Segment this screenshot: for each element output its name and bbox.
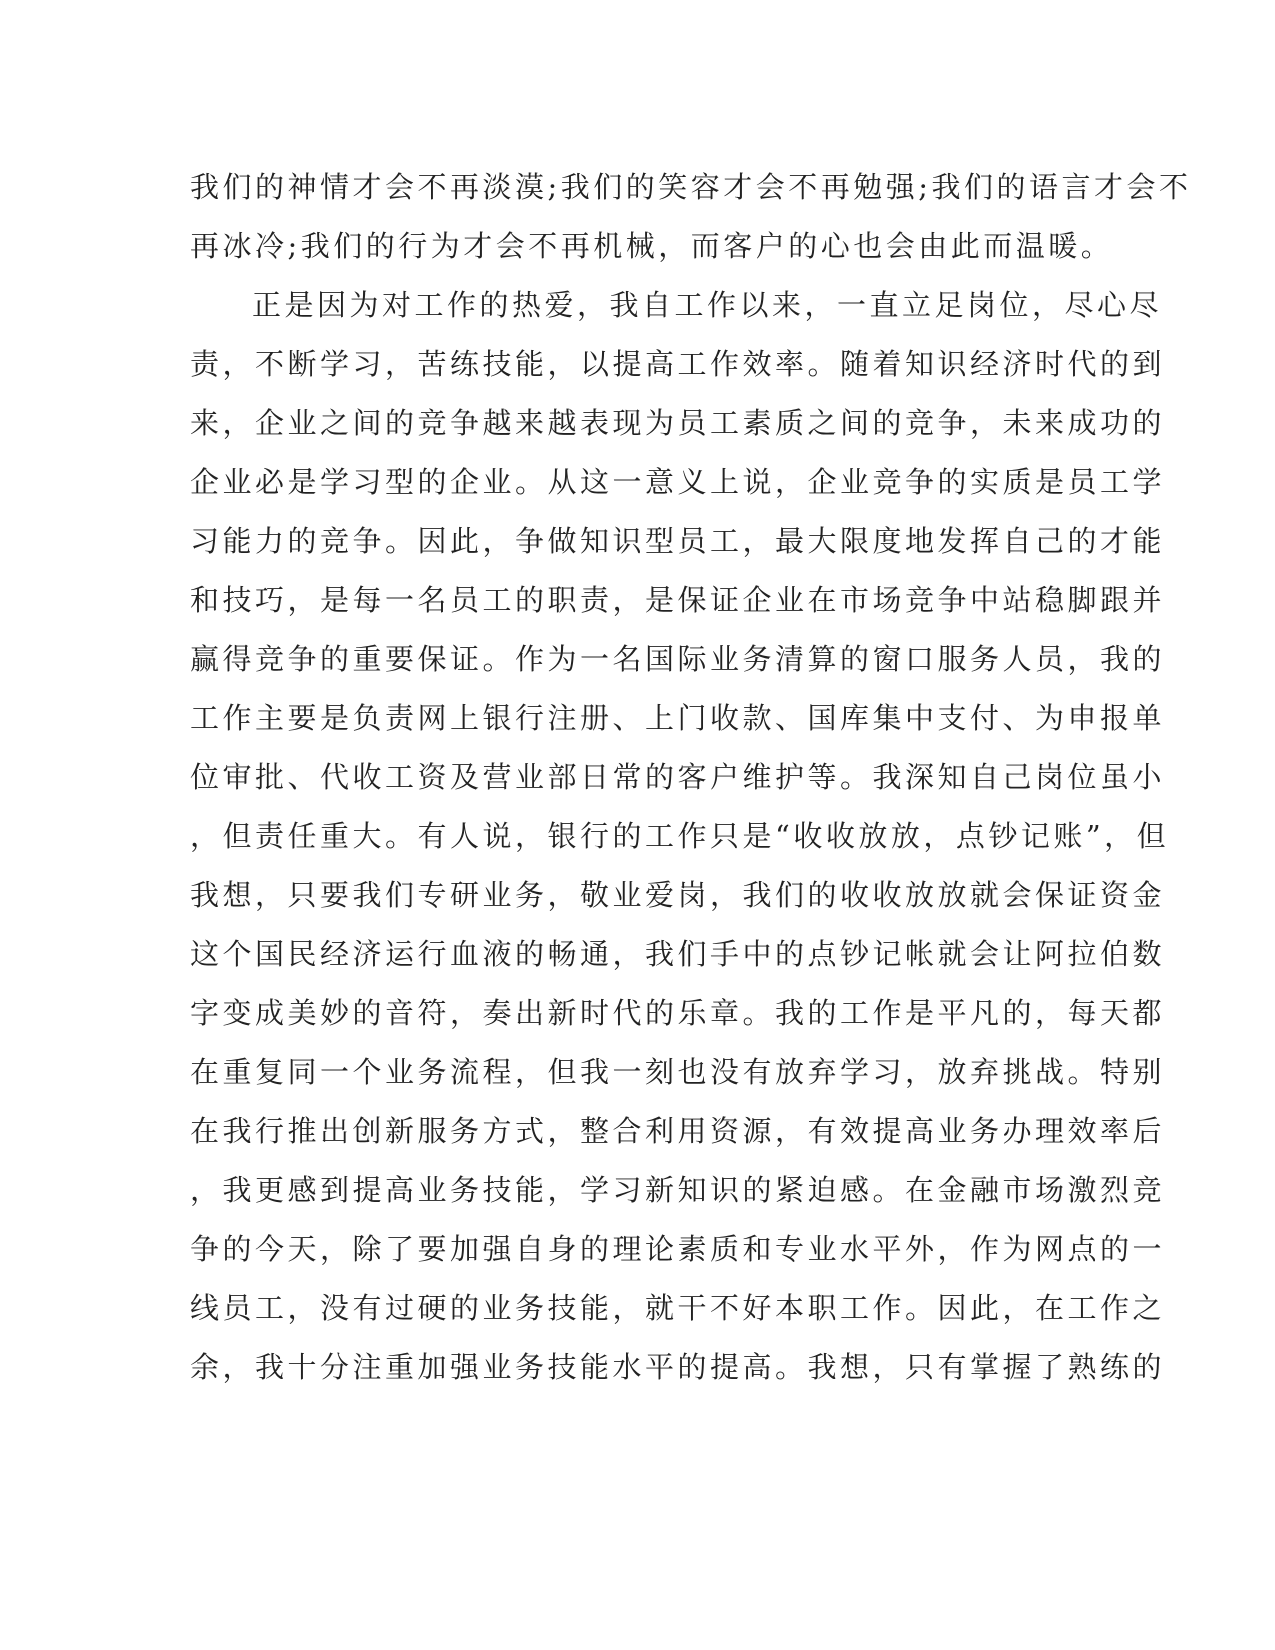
text-line: 在重复同一个业务流程，但我一刻也没有放弃学习，放弃挑战。特别	[190, 1055, 1166, 1089]
body-text	[190, 158, 1192, 1397]
text-line: ，但责任重大。有人说，银行的工作只是“收收放放，点钞记账”，但	[190, 819, 1170, 853]
text-line: 赢得竞争的重要保证。作为一名国际业务清算的窗口服务人员，我的	[190, 642, 1166, 676]
text-line: 责，不断学习，苦练技能，以提高工作效率。随着知识经济时代的到	[190, 347, 1166, 381]
text-line: 我们的神情才会不再淡漠;我们的笑容才会不再勉强;我们的语言才会不	[190, 170, 1192, 204]
text-line: 和技巧，是每一名员工的职责，是保证企业在市场竞争中站稳脚跟并	[190, 583, 1166, 617]
text-line: 余，我十分注重加强业务技能水平的提高。我想，只有掌握了熟练的	[190, 1350, 1166, 1384]
text-line: 这个国民经济运行血液的畅通，我们手中的点钞记帐就会让阿拉伯数	[190, 937, 1166, 971]
text-line: 企业必是学习型的企业。从这一意义上说，企业竞争的实质是员工学	[190, 465, 1166, 499]
text-line: 来，企业之间的竞争越来越表现为员工素质之间的竞争，未来成功的	[190, 406, 1166, 440]
text-line: 字变成美妙的音符，奏出新时代的乐章。我的工作是平凡的，每天都	[190, 996, 1166, 1030]
text-line: 争的今天，除了要加强自身的理论素质和专业水平外，作为网点的一	[190, 1232, 1166, 1266]
text-line: 再冰冷;我们的行为才会不再机械，而客户的心也会由此而温暖。	[190, 229, 1114, 263]
text-line: 位审批、代收工资及营业部日常的客户维护等。我深知自己岗位虽小	[190, 760, 1166, 794]
text-line: 我想，只要我们专研业务，敬业爱岗，我们的收收放放就会保证资金	[190, 878, 1166, 912]
text-line: ，我更感到提高业务技能，学习新知识的紧迫感。在金融市场激烈竞	[190, 1173, 1166, 1207]
text-line: 习能力的竞争。因此，争做知识型员工，最大限度地发挥自己的才能	[190, 524, 1166, 558]
text-line: 线员工，没有过硬的业务技能，就干不好本职工作。因此，在工作之	[190, 1291, 1166, 1325]
text-line: 在我行推出创新服务方式，整合利用资源，有效提高业务办理效率后	[190, 1114, 1166, 1148]
paragraph-first-line: 正是因为对工作的热爱，我自工作以来，一直立足岗位，尽心尽	[252, 288, 1163, 322]
text-line: 工作主要是负责网上银行注册、上门收款、国库集中支付、为申报单	[190, 701, 1166, 735]
